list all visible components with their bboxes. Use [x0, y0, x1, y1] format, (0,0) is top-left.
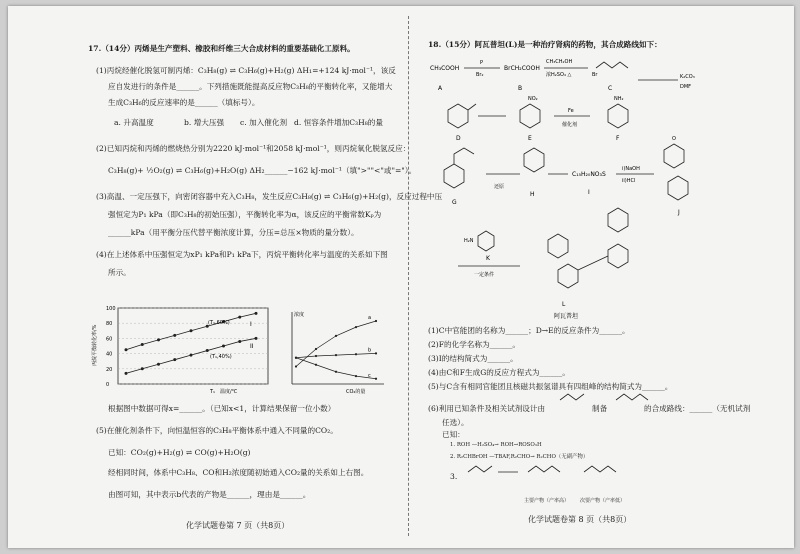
chart1-point: [222, 345, 225, 348]
q17-p5-line4: 由图可知，其中表示b代表的产物是______，理由是______。: [108, 490, 311, 499]
label-b: B: [518, 85, 523, 92]
chart1-ytick: 0: [106, 382, 110, 388]
label-k: K: [486, 255, 490, 262]
mol-k-nh2: H₂N: [464, 238, 474, 244]
chart2-point: [355, 375, 357, 377]
reagent-fe: Fe: [568, 108, 574, 114]
chart2-point: [295, 357, 297, 359]
reagent-hcl: ii)HCl: [622, 178, 636, 184]
left-footer: 化学试题卷第 7 页（共8页）: [186, 521, 290, 530]
option-a: a. 升高温度: [114, 118, 154, 127]
mol-i: C₁₅H₂₀NO₃S: [572, 171, 606, 178]
known3-minor: [584, 466, 616, 472]
chart1-point: [157, 363, 160, 366]
mol-j-o: O: [672, 136, 676, 142]
chart1-xlabel: 温度/℃: [220, 389, 238, 395]
mol-b: BrCH₂COOH: [504, 65, 540, 72]
known-3-major: 主要产物（产率高）: [524, 498, 570, 504]
known-3: 3.: [450, 472, 458, 481]
mol-c-chain: [596, 62, 628, 68]
mol-e-ring: [520, 104, 540, 128]
chart2-point: [375, 352, 377, 354]
mol-j-ring: [664, 144, 684, 168]
chart1-ytick: 100: [106, 306, 116, 312]
q18-4: (4)由C和F生成G的反应方程式为______。: [428, 368, 570, 377]
mol-d-ring: [448, 104, 468, 128]
mol-h-ring: [524, 148, 544, 172]
mol-f-ring: [608, 104, 628, 128]
q17-p3-line1: (3)高温、一定压强下，向密闭容器中充入C₃H₈，发生反应C₃H₈(g) ⇌ C₃H₆(g)+H₂(g)，反应过程中压: [96, 192, 443, 201]
label-d: D: [456, 135, 461, 142]
chart2-point: [315, 355, 317, 357]
mol-a: CH₃COOH: [430, 65, 460, 72]
q17-p1-line1: (1)丙烷经催化脱氢可制丙烯：C₃H₈(g) ⇌ C₃H₆(g)+H₂(g) ΔH₁=+124 kJ·mol⁻¹，该反: [96, 66, 396, 75]
chart1-point: [206, 349, 209, 352]
q17-p1-line3: 生成C₃H₆的反应速率的是______（填标号）。: [108, 98, 260, 107]
label-c: C: [608, 85, 613, 92]
known-2: 2. R₂CHBrOH —TBAF,R₂CHO→ R₂CHO（无副产物）: [450, 454, 589, 460]
chart1-ytick: 20: [106, 366, 113, 373]
mol-k-ring: [478, 231, 494, 251]
q17-p5-line3: 经相同时间，体系中C₃H₈、CO和H₂浓度随初始通入CO₂量的关系如上右图。: [108, 468, 369, 477]
reagent-p: P: [480, 60, 484, 66]
q17-p3-line3: ______kPa（用平衡分压代替平衡浓度计算，分压=总压×物质的量分数）。: [108, 228, 359, 237]
q18-6c: 的合成路线：______（无机试剂: [644, 404, 751, 413]
reagent-cond: 一定条件: [474, 272, 495, 278]
chart1-frame: [118, 308, 268, 384]
chart2-point: [335, 335, 337, 337]
label-j: J: [678, 209, 680, 216]
reagent-cat: 催化剂: [562, 122, 578, 128]
label-h: H: [530, 191, 535, 198]
label-l: L: [562, 301, 566, 308]
reagent-etoh: CH₃CH₂OH: [546, 59, 573, 65]
chart1-point: [255, 312, 258, 315]
chart1-ytick: 40: [106, 351, 113, 358]
chart1-point: [238, 316, 241, 319]
q17-p1-line2: 应自发进行的条件是______。下列措施既能提高反应物C₃H₈的平衡转化率，又能增大: [108, 82, 393, 91]
q18-6a: (6)利用已知条件及相关试剂设计由: [428, 404, 546, 413]
chart2-title: 浓度: [294, 312, 305, 318]
option-b: b. 增大压强: [184, 118, 225, 127]
reagent-k2co3: K₂CO₃: [680, 74, 695, 80]
q17-p2-line1: (2)已知丙烷和丙烯的燃烧热分别为2220 kJ·mol⁻¹和2058 kJ·mol⁻¹，则丙烷氧化脱氢反应：: [96, 144, 411, 153]
exam-sheet: [8, 6, 794, 548]
q17-p3-line2: 强恒定为P₁ kPa（即C₃H₈的初始压强），平衡转化率为α，该反应的平衡常数Kₚ为: [108, 210, 382, 219]
chart1-series-I-label: I: [250, 321, 252, 328]
label-i: I: [588, 189, 590, 196]
synthesis-route: [428, 54, 718, 324]
chart1-point: [255, 337, 258, 340]
chart2-point: [295, 365, 297, 367]
concentration-chart: [280, 306, 390, 396]
mol-l-name: 阿瓦普坦: [554, 313, 579, 320]
chart2-point: [335, 371, 337, 373]
chart2-point: [375, 320, 377, 322]
q18-5: (5)与C含有相同官能团且核磁共振氢谱具有四组峰的结构简式为______。: [428, 382, 673, 391]
q17-p4-line3: 根据图中数据可得x=______。（已知x<1，计算结果保留一位小数）: [108, 404, 336, 413]
chart1-point: [238, 340, 241, 343]
option-c: c. 加入催化剂: [240, 118, 288, 127]
known3-reactant: [468, 466, 492, 472]
start-molecule: [560, 394, 584, 400]
page-divider: [408, 16, 409, 536]
chart1-point: [141, 343, 144, 346]
q17-p2-line2: C₃H₈(g)+ ½O₂(g) ⇌ C₃H₆(g)+H₂O(g) ΔH₂______−162 kJ·mol⁻¹（填">""<"或"="）。: [108, 166, 417, 175]
chart2-point: [315, 364, 317, 366]
reagent-dmf: DMF: [680, 84, 692, 90]
label-e: E: [528, 135, 532, 142]
conversion-chart: [90, 304, 280, 396]
known-label: 已知：: [442, 430, 465, 439]
label-a: A: [438, 85, 443, 92]
chart2-series-label: a: [368, 315, 372, 321]
chart1-point: [141, 367, 144, 370]
chart2-series-c: [296, 358, 376, 379]
chart1-point: [125, 348, 128, 351]
chart1-xtick-t1: T₁: [210, 389, 216, 395]
q18-6b: 制备: [592, 404, 608, 413]
svg-text:Br: Br: [592, 72, 598, 78]
q18-2: (2)F的化学名称为______。: [428, 340, 520, 349]
chart1-ytick: 80: [106, 321, 113, 328]
chart2-series-label: c: [368, 372, 371, 379]
chart2-point: [315, 348, 317, 350]
chart2-point: [355, 326, 357, 328]
svg-text:NO₂: NO₂: [528, 96, 538, 102]
reagent-naoh: i)NaOH: [622, 166, 640, 172]
chart2-series-a: [296, 321, 376, 367]
q17-p4-line2: 所示。: [108, 268, 131, 277]
chart1-point: [157, 338, 160, 341]
chart1-point: [190, 354, 193, 357]
reagent-br2: Br₂: [476, 72, 484, 78]
q17-p5-line2: 已知：CO₂(g)+H₂(g) ⇌ CO(g)+H₂O(g): [108, 448, 251, 457]
mol-g-ring: [444, 164, 464, 188]
chart2-point: [335, 354, 337, 356]
right-footer: 化学试题卷第 8 页（共8页）: [528, 515, 632, 524]
reagent-reduce: 还原: [494, 184, 505, 190]
route-sketches: [428, 392, 718, 492]
target-molecule: [616, 394, 648, 400]
known3-major: [528, 466, 560, 472]
known-3-minor: 次要产物（产率低）: [580, 498, 626, 504]
q17-p4-line1: (4)在上述体系中压强恒定为xP₁ kPa和P₁ kPa下，丙烷平衡转化率与温度的关系如下图: [96, 250, 388, 259]
chart1-ylabel: 丙烷平衡转化率/%: [92, 324, 98, 366]
chart2-xlabel: CO₂的量: [346, 389, 366, 395]
known-1: 1. ROH —H₂SO₄→ ROH→ROSO₃H: [450, 442, 542, 448]
chart1-point: [173, 334, 176, 337]
label-f: F: [616, 135, 620, 142]
option-d: d. 恒容条件增加C₃H₈的量: [294, 118, 383, 127]
chart1-series-II-label: II: [250, 343, 254, 350]
q18-1: (1)C中官能团的名称为______；D→E的反应条件为______。: [428, 326, 630, 335]
q18-6d: 任选）。: [442, 418, 469, 427]
q18-3: (3)I的结构简式为______。: [428, 354, 518, 363]
q18-title: 18.（15分）阿瓦普坦(L)是一种治疗肾病的药物，其合成路线如下：: [428, 40, 662, 49]
chart1-point: [173, 358, 176, 361]
chart1-point: [125, 372, 128, 375]
chart1-point: [190, 329, 193, 332]
chart2-point: [375, 378, 377, 380]
label-g: G: [452, 199, 457, 206]
q17-title: 17.（14分）丙烯是生产塑料、橡胶和纤维三大合成材料的重要基础化工原料。: [88, 44, 355, 53]
q17-p5-line1: (5)在催化剂条件下，向恒温恒容的C₃H₈平衡体系中通入不同量的CO₂。: [96, 426, 338, 435]
svg-text:NH₂: NH₂: [614, 96, 624, 102]
chart2-series-label: b: [368, 347, 372, 354]
mol-l-ring1: [548, 234, 568, 258]
chart2-point: [355, 353, 357, 355]
chart1-annot-1: (T₁,60%): [208, 320, 230, 326]
chart1-ytick: 60: [106, 336, 113, 343]
chart1-annot-2: (T₁,40%): [210, 354, 232, 360]
reagent-h2so4: 浓H₂SO₄ △: [546, 72, 572, 78]
